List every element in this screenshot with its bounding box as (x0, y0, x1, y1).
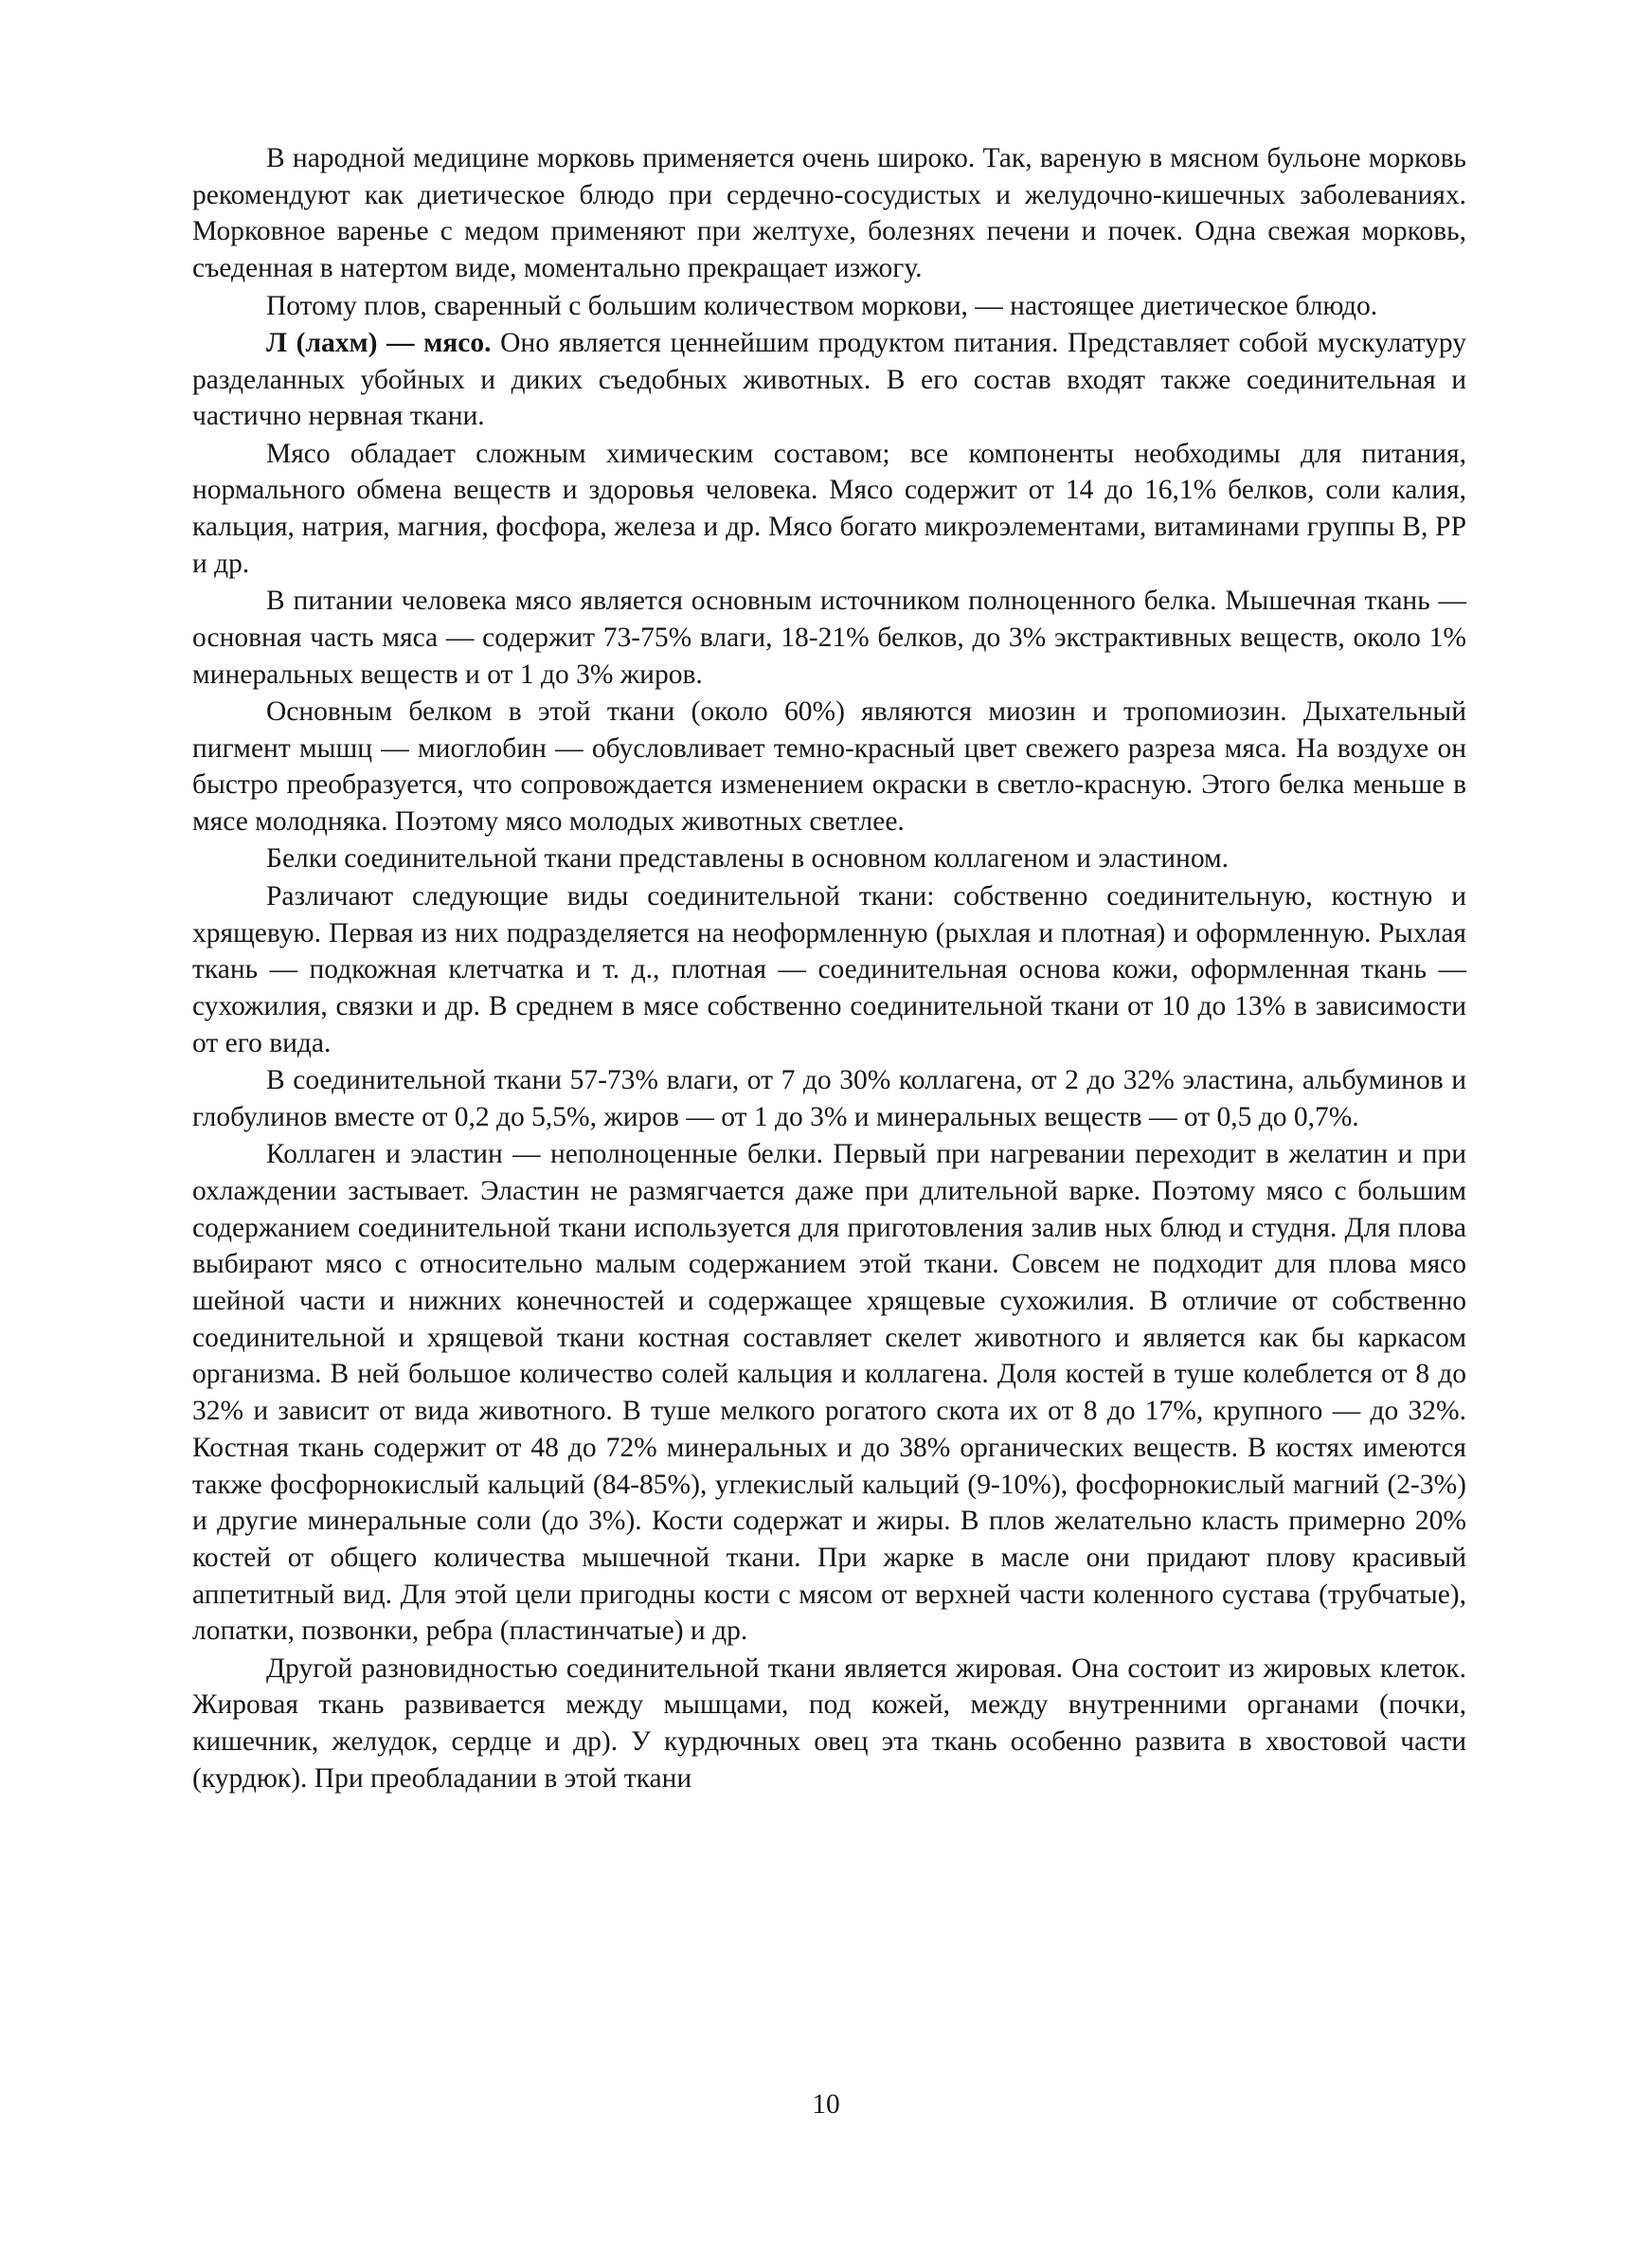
paragraph-text: Различают следующие виды соединительной ткани: собственно соединительную, костную и хрящевую. Первая из них подразделяется на неоформленную (рыхлая и плотная) и оформленную. Рыхлая ткань — подкожная клетчатка и т. д., плотная — соединительная основа кожи, оформленная ткань — сухожилия, связки и др. В среднем в мясе собственно соединительной ткани от 10 до 13% в зависимости от его вида. (192, 880, 1466, 1058)
paragraph-myosin-myoglobin (192, 694, 1466, 840)
paragraph-text: Другой разновидностью соединительной ткани является жировая. Она состоит из жировых клеток. Жировая ткань развивается между мышцами, под кожей, между внутренними органами (почки, кишечник, желудок, сердце и др). У курдючных овец эта ткань особенно развита в хвостовой части (курдюк). При преобладании в этой ткани (192, 1652, 1466, 1794)
document-page-body (192, 140, 1466, 1797)
paragraph-collagen-bone (192, 1136, 1466, 1650)
paragraph-plov-dietary (192, 288, 1466, 325)
paragraph-connective-types (192, 878, 1466, 1062)
paragraph-muscle-tissue (192, 583, 1466, 693)
paragraph-text: Основным белком в этой ткани (около 60%) являются миозин и тропомиозин. Дыхательный пигмент мышц — миоглобин — обусловливает темно-красный цвет свежего разреза мяса. На воздухе он быстро преобразуется, что сопровождается изменением окраски в светло-красную. Этого белка меньше в мясе молодняка. Поэтому мясо молодых животных светлее. (192, 695, 1466, 838)
paragraph-meat-definition (192, 325, 1466, 435)
paragraph-fat-tissue (192, 1651, 1466, 1797)
paragraph-connective-proteins (192, 840, 1466, 877)
paragraph-meat-composition (192, 436, 1466, 583)
paragraph-text: В соединительной ткани 57-73% влаги, от 7 до 30% коллагена, от 2 до 32% эластина, альбуминов и глобулинов вместе от 0,2 до 5,5%, жиров — от 1 до 3% и минеральных веществ — от 0,5 до 0,7%. (192, 1065, 1466, 1132)
paragraph-lead-meat-heading: Л (лахм) — мясо. (266, 327, 492, 358)
paragraph-text: Мясо обладает сложным химическим составом; все компоненты необходимы для питания, нормального обмена веществ и здоровья человека. Мясо содержит от 14 до 16,1% белков, соли калия, кальция, натрия, магния, фосфора, железа и др. Мясо богато микроэлементами, витаминами группы В, РР и др. (192, 438, 1466, 579)
paragraph-connective-composition (192, 1062, 1466, 1135)
paragraph-text: В питании человека мясо является основным источником полноценного белка. Мышечная ткань — основная часть мяса — содержит 73-75% влаги, 18-21% белков, до 3% экстрактивных веществ, около 1% минеральных веществ и от 1 до 3% жиров. (192, 586, 1466, 690)
paragraph-carrot-folk-medicine (192, 140, 1466, 287)
paragraph-text: Потому плов, сваренный с большим количеством моркови, — настоящее диетическое блюдо. (266, 290, 1378, 321)
paragraph-text: Коллаген и эластин — неполноценные белки. Первый при нагревании переходит в желатин и при охлаждении застывает. Эластин не размягчается даже при длительной варке. Поэтому мясо с большим содержанием соединительной ткани используется для приготовления залив ных блюд и студня. Для плова выбирают мясо с относительно малым содержанием этой ткани. Совсем не подходит для плова мясо шейной части и нижних конечностей и содержащее хрящевые сухожилия. В отличие от собственно соединительной и хрящевой ткани костная составляет скелет животного и является как бы каркасом организма. В ней большое количество солей кальция и коллагена. Доля костей в туше колеблется от 8 до 32% и зависит от вида животного. В туше мелкого рогатого скота их от 8 до 17%, крупного — до 32%. Костная ткань содержит от 48 до 72% минеральных и до 38% органических веществ. В костях имеются также фосфорнокислый кальций (84-85%), углекислый кальций (9-10%), фосфорнокислый магний (2-3%) и другие минеральные соли (до 3%). Кости содержат и жиры. В плов желательно класть примерно 20% костей от общего количества мышечной ткани. При жарке в масле они придают плову красивый аппетитный вид. Для этой цели пригодны кости с мясом от верхней части коленного сустава (трубчатые), лопатки, позвонки, ребра (пластинчатые) и др. (192, 1139, 1466, 1647)
paragraph-text: Оно является ценнейшим продуктом питания. Представляет собой мускулатуру разделанных убойных и диких съедобных животных. В его состав входят также соединительная и частично нервная ткани. (192, 327, 1466, 432)
paragraph-text: Белки соединительной ткани представлены в основном коллагеном и эластином. (266, 843, 1230, 875)
page-number: 10 (812, 2089, 840, 2120)
paragraph-text: В народной медицине морковь применяется очень широко. Так, вареную в мясном бульоне морковь рекомендуют как диетическое блюдо при сердечно-сосудистых и желудочно-кишечных заболеваниях. Морковное варенье с медом применяют при желтухе, болезнях печени и почек. Одна свежая морковь, съеденная в натертом виде, моментально прекращает изжогу. (192, 143, 1466, 284)
